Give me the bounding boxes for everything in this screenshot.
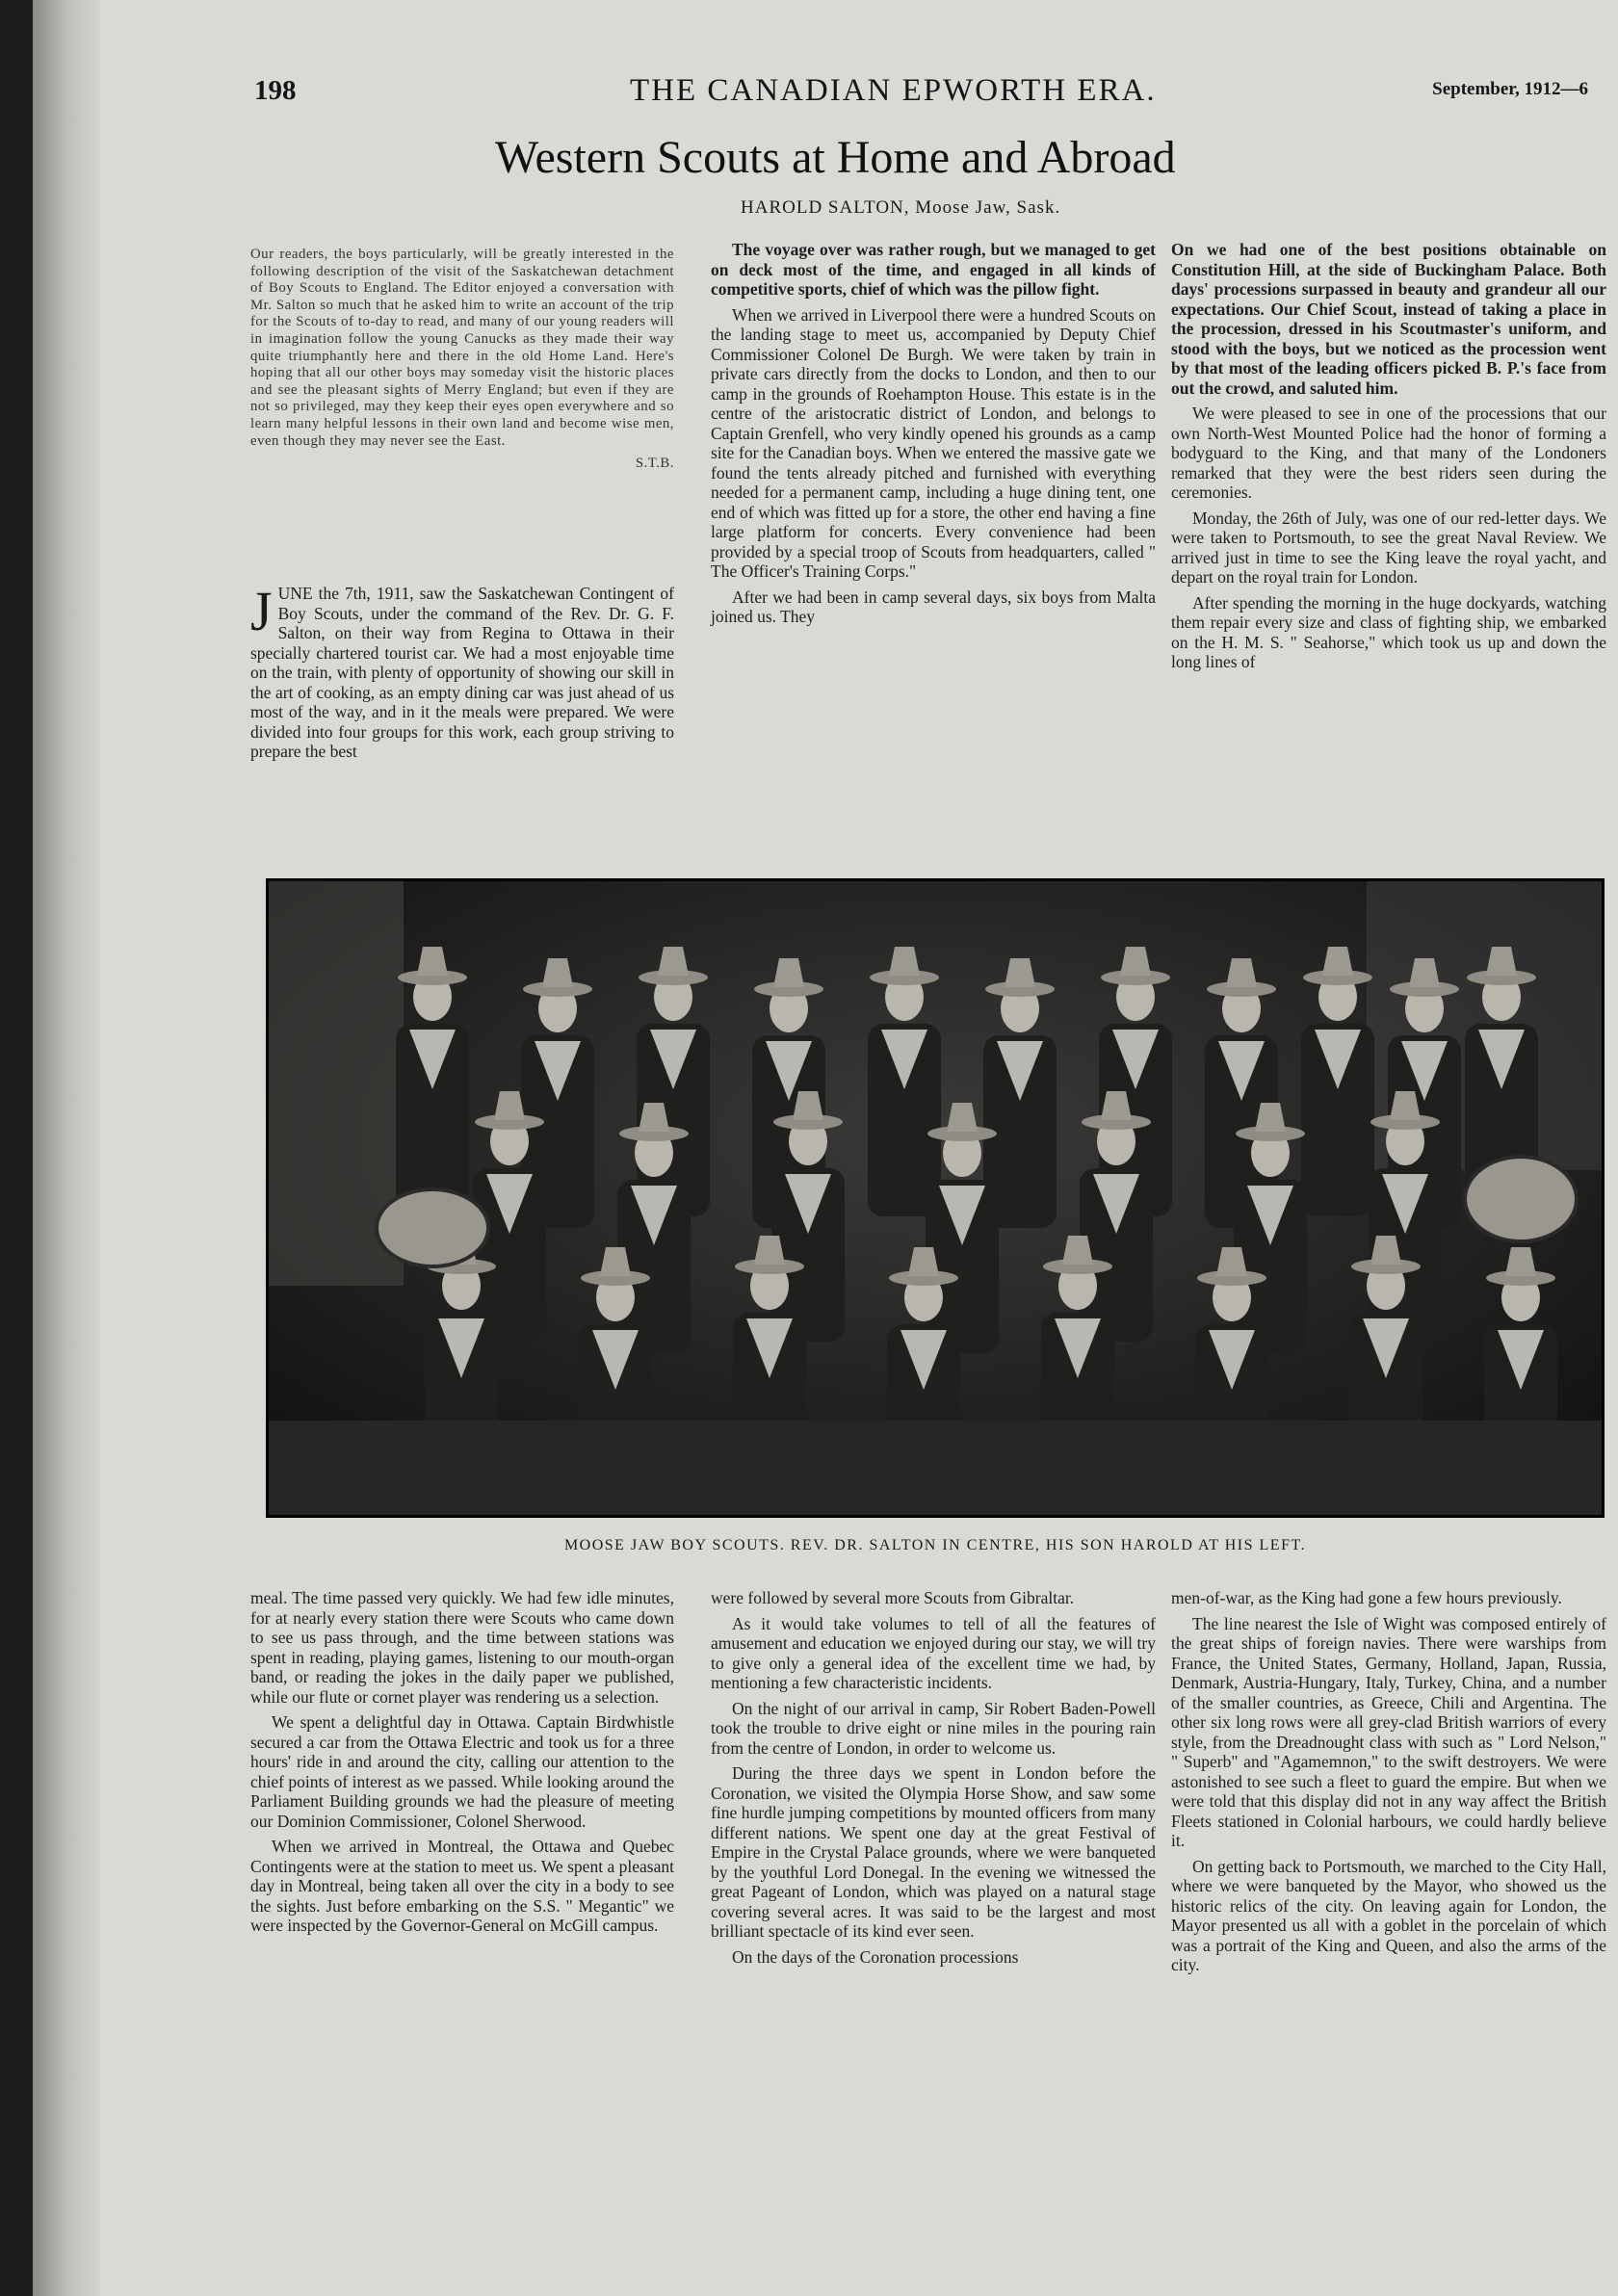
paragraph: During the three days we spent in London before the Coronation, we visited the Olympia Horse Show, and saw some fine hurdle jumping competitions by mounted officers from many different nations. We spent one day at the great Festival of Empire in the Crystal Palace grounds, where we were banqueted by the youthful Lord Donegal. In the evening we witnessed the great Pageant of London, which was played on a natural stage covering several acres. It was said to be the largest and most brilliant spectacle of its kind ever seen. <box>711 1763 1156 1941</box>
drop-cap: J <box>250 580 273 642</box>
page-number: 198 <box>254 75 297 106</box>
editor-intro <box>250 247 674 479</box>
photo-illustration <box>269 881 1602 1515</box>
group-photo-scouts <box>266 878 1605 1518</box>
book-binding-edge <box>33 0 100 2296</box>
paragraph: After we had been in camp several days, six boys from Malta joined us. They <box>711 587 1156 626</box>
paragraph: were followed by several more Scouts from Gibraltar. <box>711 1588 1075 1607</box>
drum <box>377 1189 488 1266</box>
paragraph: On the night of our arrival in camp, Sir Robert Baden-Powell took the trouble to drive eight or nine miles in the pouring rain from the centre of London, in order to welcome us. <box>711 1698 1156 1758</box>
paragraph: As it would take volumes to tell of all the features of amusement and education we enjoyed during our stay, we will try to give only a general idea of the excellent time we had, by mentioning a few characteristic incidents. <box>711 1613 1156 1692</box>
column-2-bottom <box>711 1588 1156 1972</box>
intro-paragraph: Our readers, the boys particularly, will be greatly interested in the following description of the visit of the Saskatchewan detachment of Boy Scouts to England. The Editor enjoyed a conversation with Mr. Salton so much that he asked him to write an account of the trip for the Scouts of to-day to read, and many of our young readers will in imagination follow the young Canucks as they made their way quite triumphantly here and there in the old Home Land. Here's hoping that all our other boys may someday visit the historic places and see the pleasant sights of Merry England; but even if they are not so privileged, may they keep their eyes open everywhere and so learn many helpful lessons in their own land and become wise men, even though they may never see the East. <box>250 247 674 449</box>
paragraph-text: UNE the 7th, 1911, saw the Saskatchewan Contingent of Boy Scouts, under the command of the Rev. Dr. G. F. Salton, on their way from Regina to Ottawa in their specially chartered tourist car. We had a most enjoyable time on the train, with plenty of opportunity of showing our skill in the art of cooking, as an empty dining car was just ahead of us most of the way, and in it the meals were prepared. We were divided into four groups for this work, each group striving to prepare the best <box>250 584 674 761</box>
paragraph: On the days of the Coronation processions <box>732 1946 1019 1967</box>
photo-caption: MOOSE JAW BOY SCOUTS. REV. DR. SALTON IN CENTRE, HIS SON HAROLD AT HIS LEFT. <box>563 1537 1307 1553</box>
drum <box>1465 1157 1577 1241</box>
paragraph: When we arrived in Liverpool there were a hundred Scouts on the landing stage to meet us, accompanied by Deputy Chief Commissioner Colonel De Burgh. We were taken by train in private cars directly from the docks to London, and then to our camp in the grounds of Roehampton House. This estate is in the centre of the aristocratic district of London, and belongs to Captain Grenfell, who very kindly opened his grounds as a camp site for the Canadian boys. When we entered the massive gate we found the tents already pitched and furnished with everything needed for a permanent camp, including a huge dining tent, one end of which was fitted up for a store, the other end having a fine large platform for concerts. Every convenience had been provided by a special troop of Scouts from headquarters, called " The Officer's Training Corps." <box>711 304 1156 581</box>
paragraph: Monday, the 26th of July, was one of our red-letter days. We were taken to Portsmouth, to see the great Naval Review. We arrived just in time to see the King leave the royal yacht, and depart on the royal train for London. <box>1171 508 1606 587</box>
column-1-bottom <box>250 1588 674 1942</box>
paragraph: We were pleased to see in one of the processions that our own North-West Mounted Police had the honor of forming a bodyguard to the King, and that many of the Londoners remarked that they were the best riders seen during the ceremonies. <box>1171 404 1606 502</box>
page-header <box>254 75 1588 114</box>
article-byline: HAROLD SALTON, Moose Jaw, Sask. <box>741 197 1061 218</box>
paragraph: On getting back to Portsmouth, we marched to the City Hall, where we were banqueted by the Mayor, who showed us the historic relics of the city. On leaving again for London, the Mayor presented us all with a goblet in the porcelain of which was a portrait of the King and Queen, and also the arms of the city. <box>1171 1856 1606 1974</box>
paragraph: On we had one of the best positions obtainable on Constitution Hill, at the side of Buckingham Palace. Both days' processions surpassed in beauty and grandeur all our expectations. Our Chief Scout, instead of taking a place in the procession, dressed in his Scoutmaster's uniform, and stood with the boys, but we noticed as the procession went by that most of the leading officers picked B. P.'s face from out the crowd, and saluted him. <box>1171 240 1606 398</box>
paragraph: We spent a delightful day in Ottawa. Captain Birdwhistle secured a car from the Ottawa Electric and took us for a three hours' ride in and around the city, calling our attention to the chief points of interest as we passed. While looking around the Parliament Building grounds we had the pleasure of meeting our Dominion Commissioner, Colonel Sherwood. <box>250 1712 674 1831</box>
column-3-bottom <box>1171 1588 1606 1981</box>
journal-title: THE CANADIAN EPWORTH ERA. <box>630 73 1157 108</box>
paragraph: The line nearest the Isle of Wight was composed entirely of the great ships of foreign navies. There were warships from France, the United States, Germany, Holland, Japan, Russia, Denmark, Austria-Hungary, Italy, Turkey, China, and a number of the smaller countries, as Greece, Chili and Argentina. The other six long rows were all grey-clad British warriors of every style, from the Dreadnought class with such as " Lord Nelson," " Superb" and "Agamemnon," to the swift destroyers. We were astonished to see such a fleet to guard the empire. But when we were told that this display did not in any way affect the British Fleets stationed in Colonial harbours, we could hardly believe it. <box>1171 1613 1606 1850</box>
ground <box>269 1421 1602 1515</box>
paragraph: The voyage over was rather rough, but we managed to get on deck most of the time, and engaged in all kinds of competitive sports, chief of which was the pillow fight. <box>711 240 1156 299</box>
paragraph: meal. The time passed very quickly. We had few idle minutes, for at nearly every station there were Scouts who came down to see us pass through, and the time between stations was spent in reading, playing games, listening to our mouth-organ band, or reading the jokes in the daily paper we published, while our flute or cornet player was rendering us a selection. <box>250 1588 674 1707</box>
paragraph: After spending the morning in the huge dockyards, watching them repair every size and class of fighting ship, we embarked on the H. M. S. " Seahorse," which took us up and down the long lines of <box>1171 592 1606 671</box>
paragraph <box>250 580 674 762</box>
issue-date: September, 1912—6 <box>1432 79 1588 99</box>
article-title: Western Scouts at Home and Abroad <box>495 132 1176 183</box>
column-1-top <box>250 580 674 768</box>
paragraph: When we arrived in Montreal, the Ottawa and Quebec Contingents were at the station to meet us. We spent a pleasant day in Montreal, being taken all over the city in a body to see the sights. Just before embarking on the S.S. " Megantic" we were inspected by the Governor-General on McGill campus. <box>250 1837 674 1935</box>
paragraph: men-of-war, as the King had gone a few hours previously. <box>1171 1588 1562 1607</box>
column-3-top <box>1171 240 1606 678</box>
newspaper-page <box>33 0 1618 2296</box>
column-2-top <box>711 240 1156 633</box>
intro-signature: S.T.B. <box>635 456 674 472</box>
